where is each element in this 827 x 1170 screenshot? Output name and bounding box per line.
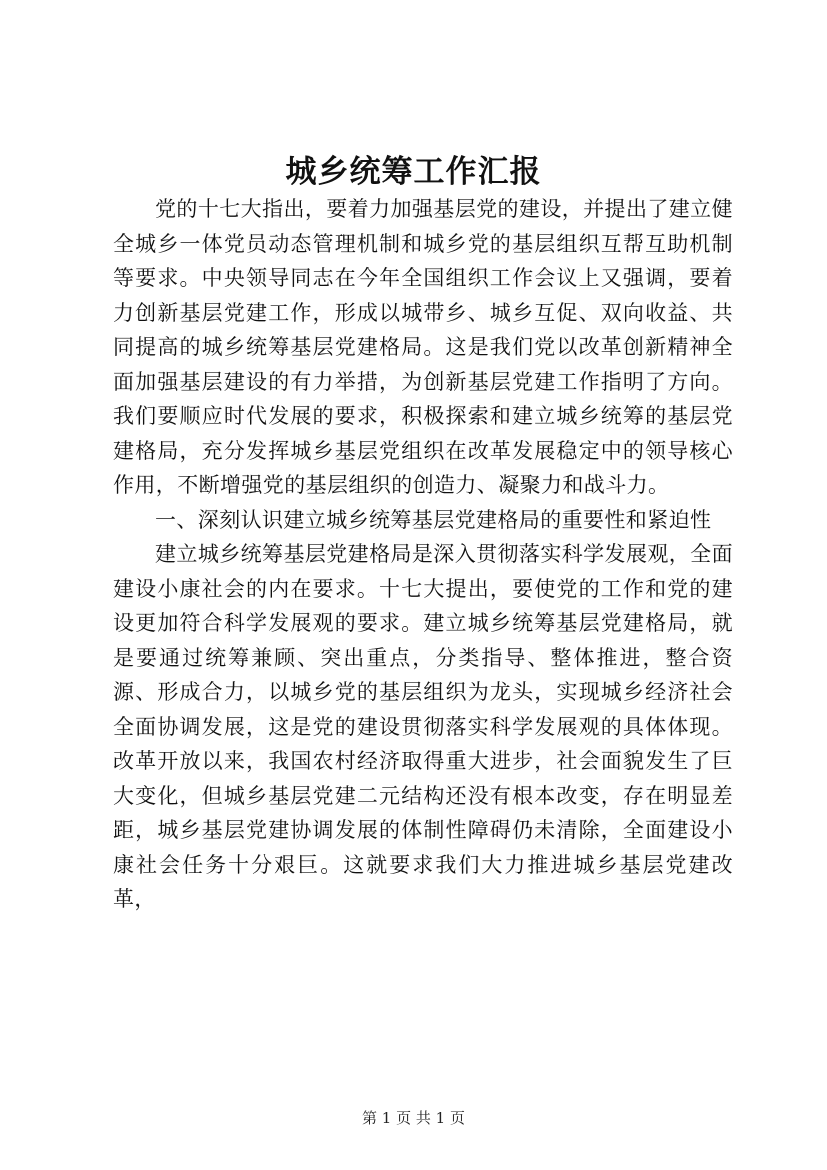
paragraph-section-1: 建立城乡统筹基层党建格局是深入贯彻落实科学发展观，全面建设小康社会的内在要求。十七大提出，要使党的工作和党的建设更加符合科学发展观的要求。建立城乡统筹基层党建格局，就是要通过统筹兼顾、突出重点，分类指导、整体推进，整合资源、形成合力，以城乡党的基层组织为龙头，实现城乡经济社会全面协调发展，这是党的建设贯彻落实科学发展观的具体体现。改革开放以来，我国农村经济取得重大进步，社会面貌发生了巨大变化，但城乡基层党建二元结构还没有根本改变，存在明显差距，城乡基层党建协调发展的体制性障碍仍未清除，全面建设小康社会任务十分艰巨。这就要求我们大力推进城乡基层党建改革，: [113, 542, 733, 911]
page-title: 城乡统筹工作汇报: [285, 154, 542, 190]
page-footer: 第 1 页 共 1 页: [362, 1109, 465, 1127]
document-body: [113, 192, 733, 917]
section-heading-1: 一、深刻认识建立城乡统筹基层党建格局的重要性和紧迫性: [155, 507, 712, 532]
paragraph-intro: 党的十七大指出，要着力加强基层党的建设，并提出了建立健全城乡一体党员动态管理机制和城乡党的基层组织互帮互助机制等要求。中央领导同志在今年全国组织工作会议上又强调，要着力创新基层党建工作，形成以城带乡、城乡互促、双向收益、共同提高的城乡统筹基层党建格局。这是我们党以改革创新精神全面加强基层建设的有力举措，为创新基层党建工作指明了方向。我们要顺应时代发展的要求，积极探索和建立城乡统筹的基层党建格局，充分发挥城乡基层党组织在改革发展稳定中的领导核心作用，不断增强党的基层组织的创造力、凝聚力和战斗力。: [113, 197, 733, 497]
